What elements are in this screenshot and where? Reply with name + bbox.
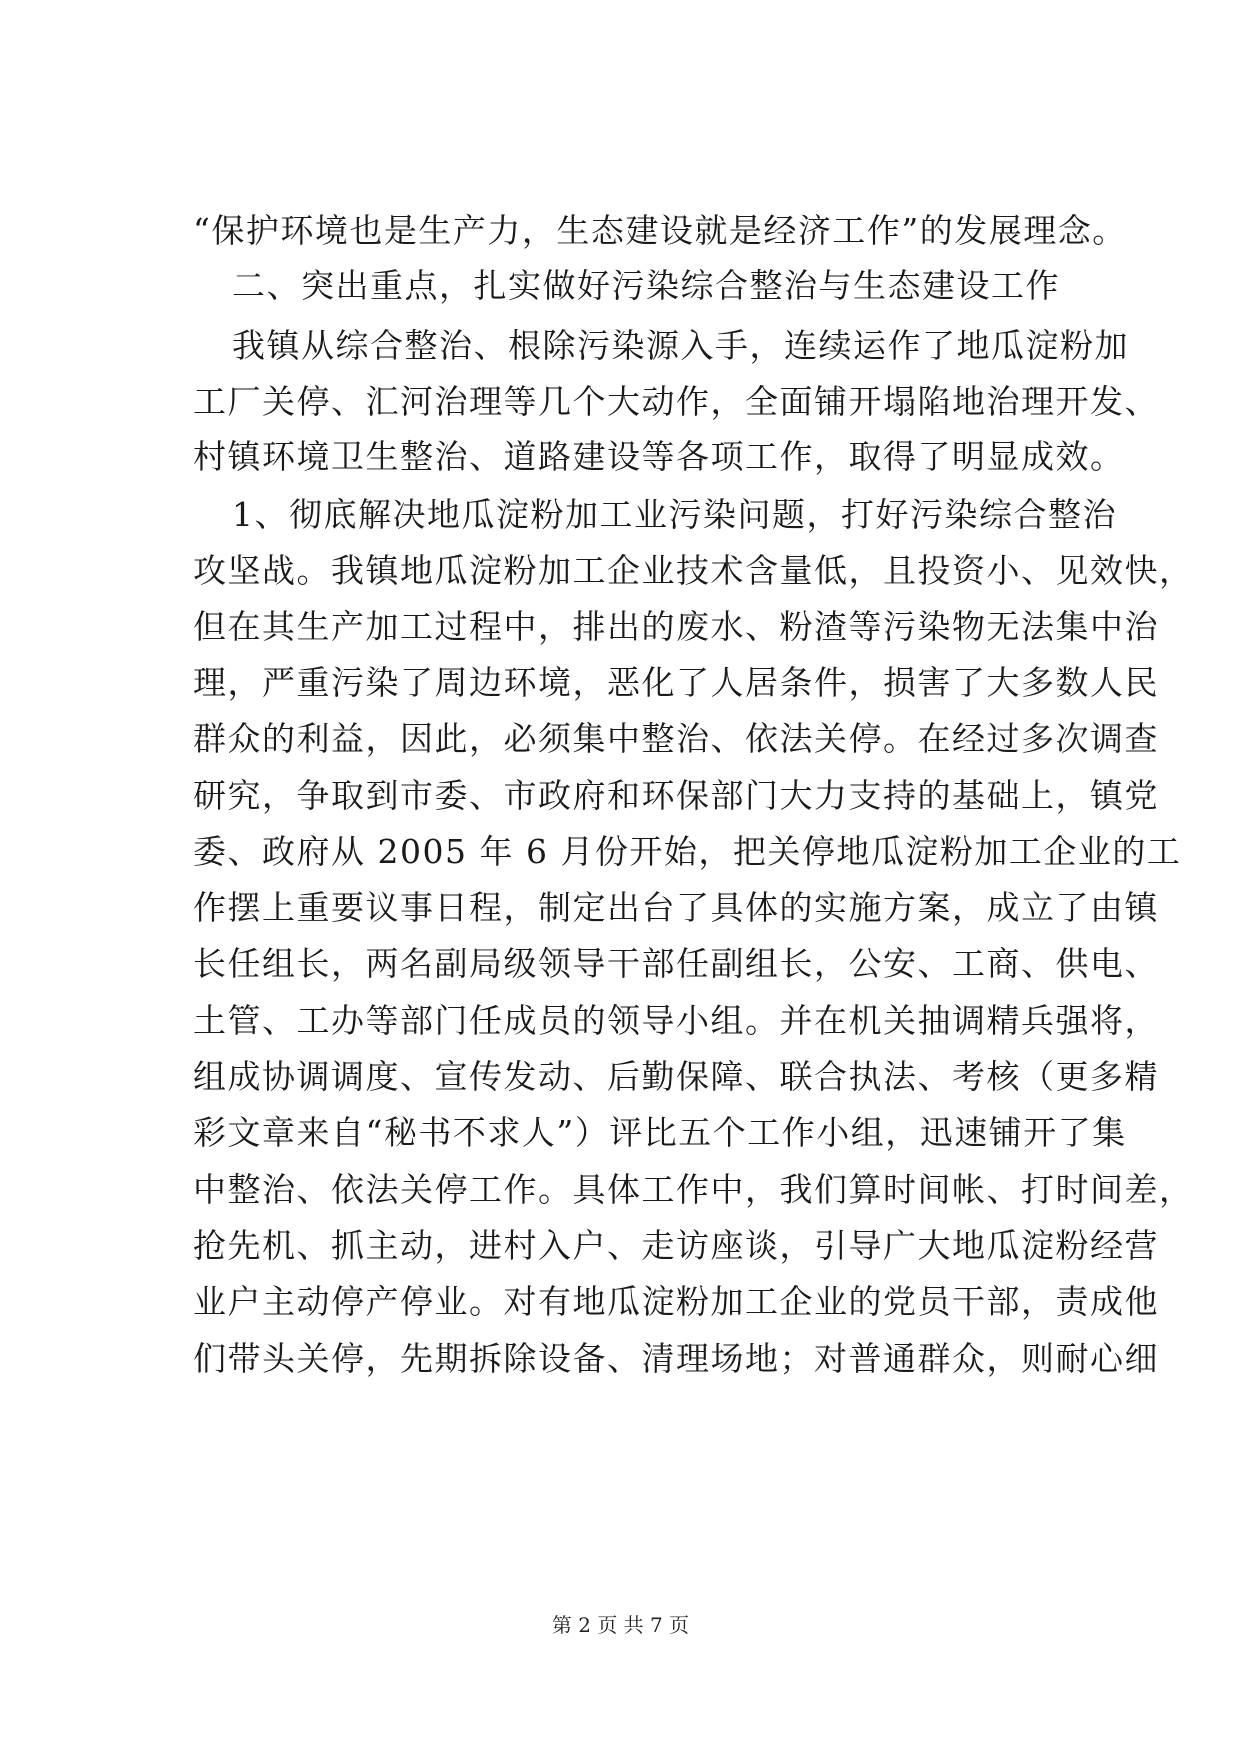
text-line: 村镇环境卫生整治、道路建设等各项工作，取得了明显成效。: [193, 437, 1125, 476]
text-line: 群众的利益，因此，必须集中整治、依法关停。在经过多次调查: [193, 719, 1159, 758]
text-line: 研究，争取到市委、市政府和环保部门大力支持的基础上，镇党: [193, 776, 1159, 815]
text-line: 业户主动停产停业。对有地瓜淀粉加工企业的党员干部，责成他: [193, 1282, 1159, 1321]
section-heading: 二、突出重点，扎实做好污染综合整治与生态建设工作: [232, 266, 1060, 305]
text-line: 组成协调调度、宣传发动、后勤保障、联合执法、考核（更多精: [193, 1057, 1159, 1096]
text-line: 我镇从综合整治、根除污染源入手，连续运作了地瓜淀粉加: [232, 326, 1129, 365]
text-line: 抢先机、抓主动，进村入户、走访座谈，引导广大地瓜淀粉经营: [193, 1226, 1159, 1265]
text-line: 理，严重污染了周边环境，恶化了人居条件，损害了大多数人民: [193, 663, 1159, 702]
text-line: 彩文章来自“秘书不求人”）评比五个工作小组，迅速铺开了集: [193, 1113, 1127, 1152]
text-line: 1、彻底解决地瓜淀粉加工业污染问题，打好污染综合整治: [232, 495, 1117, 534]
text-line: 们带头关停，先期拆除设备、清理场地；对普通群众，则耐心细: [193, 1339, 1159, 1378]
page-number-footer: 第 2 页 共 7 页: [551, 1613, 690, 1637]
text-line: 中整治、依法关停工作。具体工作中，我们算时间帐、打时间差，: [193, 1170, 1194, 1209]
text-line: 土管、工办等部门任成员的领导小组。并在机关抽调精兵强将，: [193, 1001, 1159, 1040]
text-line: 攻坚战。我镇地瓜淀粉加工企业技术含量低，且投资小、见效快，: [193, 551, 1194, 590]
text-line: 委、政府从 2005 年 6 月份开始，把关停地瓜淀粉加工企业的工: [193, 832, 1182, 871]
text-line: 作摆上重要议事日程，制定出台了具体的实施方案，成立了由镇: [193, 888, 1159, 927]
text-line: 长任组长，两名副局级领导干部任副组长，公安、工商、供电、: [193, 944, 1159, 983]
text-line: 工厂关停、汇河治理等几个大动作，全面铺开塌陷地治理开发、: [193, 382, 1159, 421]
text-line: 但在其生产加工过程中，排出的废水、粉渣等污染物无法集中治: [193, 607, 1159, 646]
text-line: “保护环境也是生产力，生态建设就是经济工作”的发展理念。: [193, 211, 1127, 250]
